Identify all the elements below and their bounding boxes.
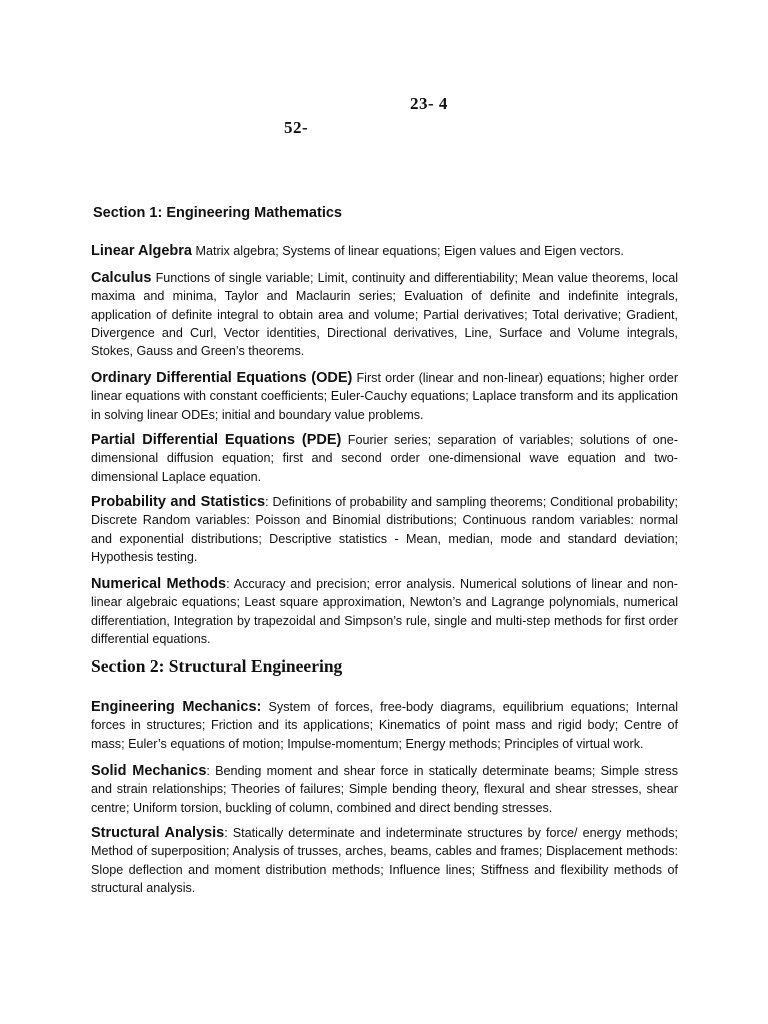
topic-calculus — [91, 269, 678, 360]
topic-pde — [91, 431, 678, 486]
topic-body: Functions of single variable; Limit, continuity and differentiability; Mean value theorems, local maxima and minima, Taylor and Maclaurin series; Evaluation of definite and indefinite integrals, application of definite integral to obtain area and volume; Partial derivatives; Total derivative; Gradient, Divergence and Curl, Vector identities, Directional derivatives, Line, Surface and Volume integrals, Stokes, Gauss and Green’s theorems. — [91, 271, 679, 359]
topic-probability-statistics — [91, 493, 678, 566]
topic-term: Solid Mechanics — [91, 763, 207, 779]
topic-body: System of forces, free-body diagrams, equilibrium equations; Internal forces in structures; Friction and its applications; Kinematics of point mass and rigid body; Centre of mass; Euler’s equations of motion; Impulse-momentum; Energy methods; Principles of virtual work. — [91, 700, 678, 751]
topic-body: Bending moment and shear force in statically determinate beams; Simple stress and strain relationships; Theories of failures; Simple bending theory, flexural and shear stresses, shear centre; Uniform torsion, buckling of column, combined and direct bending stresses. — [91, 764, 678, 815]
topic-separator — [261, 700, 268, 714]
topic-body: Definitions of probability and sampling theorems; Conditional probability; Discrete Random variables: Poisson and Binomial distributions; Continuous random variables: normal and exponential distributions; Descriptive statistics - Mean, median, mode and standard deviation; Hypothesis testing. — [91, 495, 678, 564]
topic-solid-mechanics — [91, 762, 678, 817]
topic-separator: : — [224, 826, 233, 840]
header-code-top: 23- 4 — [410, 94, 448, 113]
topic-term: Linear Algebra — [91, 243, 192, 259]
topic-term: Structural Analysis — [91, 825, 225, 841]
topic-term: Ordinary Differential Equations (ODE) — [91, 370, 353, 386]
topic-term: Engineering Mechanics: — [91, 699, 262, 715]
section-2-title: Section 2: Structural Engineering — [91, 656, 343, 676]
topic-term: Calculus — [91, 270, 152, 286]
topic-numerical-methods — [91, 575, 678, 648]
topic-engineering-mechanics — [91, 698, 678, 753]
topic-separator: : — [265, 495, 273, 509]
topic-body: Fourier series; separation of variables; solutions of one-dimensional diffusion equation; first and second order one-dimensional wave equation and two-dimensional Laplace equation. — [91, 433, 679, 484]
topic-linear-algebra — [91, 242, 678, 260]
topic-separator: : — [206, 764, 216, 778]
header-code-mid: 52- — [284, 118, 309, 137]
topic-body: Matrix algebra; Systems of linear equations; Eigen values and Eigen vectors. — [195, 244, 624, 258]
topic-structural-analysis — [91, 824, 678, 897]
topic-ode — [91, 369, 678, 424]
topic-term: Numerical Methods — [91, 576, 227, 592]
topic-term: Probability and Statistics — [91, 494, 266, 510]
topic-body: First order (linear and non-linear) equations; higher order linear equations with constant coefficients; Euler-Cauchy equations; Laplace transform and its application in solving linear ODEs; initial and boundary value problems. — [91, 371, 679, 422]
topic-term: Partial Differential Equations (PDE) — [91, 432, 342, 448]
topic-separator: : — [226, 577, 234, 591]
topic-body: Statically determinate and indeterminate structures by force/ energy methods; Method of superposition; Analysis of trusses, arches, beams, cables and frames; Displacement methods: Slope deflection and moment distribution methods; Influence lines; Stiffness and flexibility methods of structural analysis. — [91, 826, 678, 895]
section-1-title: Section 1: Engineering Mathematics — [93, 205, 342, 221]
topic-body: Accuracy and precision; error analysis. Numerical solutions of linear and non-linear algebraic equations; Least square approximation, Newton’s and Lagrange polynomials, numerical differentiation, Integration by trapezoidal and Simpson’s rule, single and multi-step methods for first order differential equations. — [91, 577, 678, 646]
